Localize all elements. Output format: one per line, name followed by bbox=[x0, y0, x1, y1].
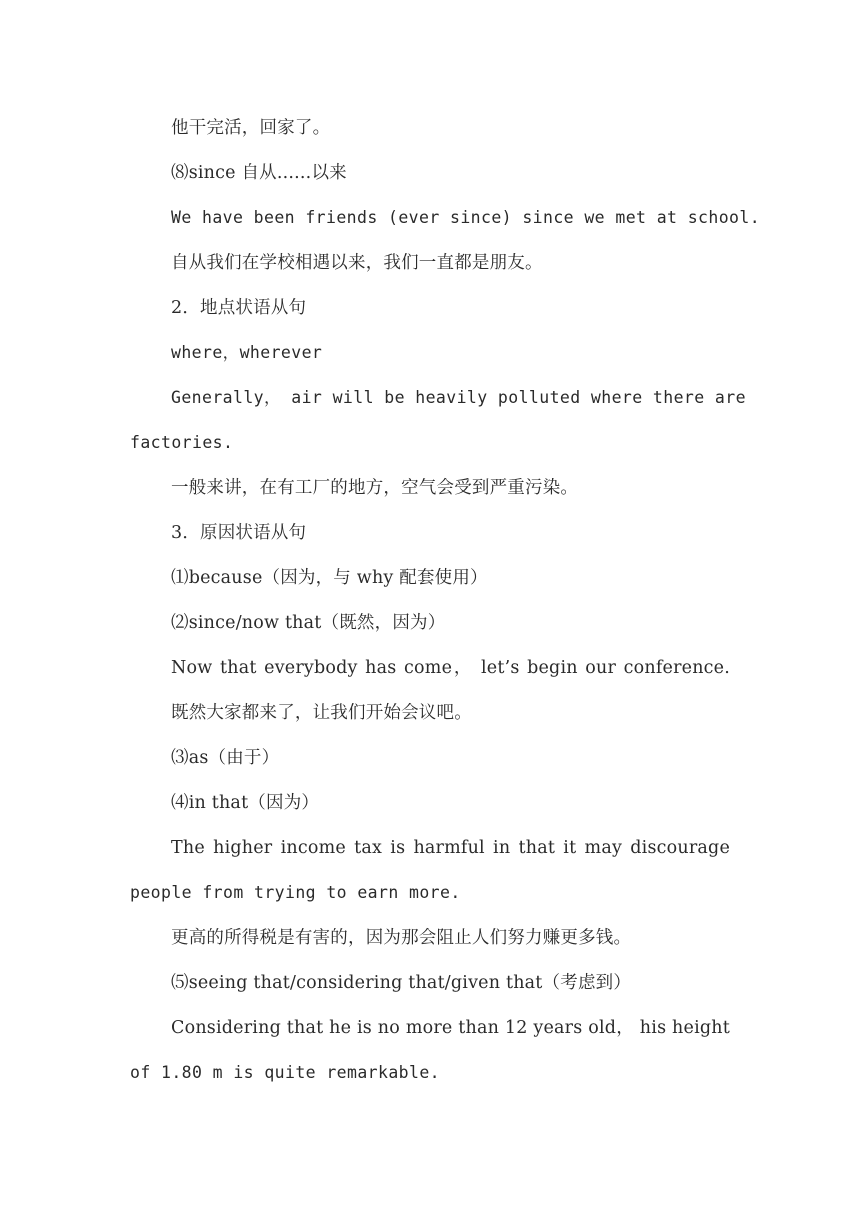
example-sentence: people from trying to earn more. bbox=[130, 883, 461, 902]
section-heading: 3．原因状语从句 bbox=[171, 523, 307, 543]
example-sentence: factories. bbox=[130, 433, 234, 452]
text-line: where，wherever bbox=[171, 343, 323, 362]
example-sentence: of 1.80 m is quite remarkable. bbox=[130, 1063, 441, 1082]
example-sentence: Considering that he is no more than 12 years old， his height bbox=[171, 1018, 730, 1038]
text-line: ⑷in that（因为） bbox=[171, 793, 320, 813]
section-heading: 2．地点状语从句 bbox=[171, 298, 307, 318]
example-sentence: The higher income tax is harmful in that it may discourage bbox=[171, 838, 730, 858]
text-line: ⑵since/now that（既然，因为） bbox=[171, 613, 446, 633]
translation-line: 一般来讲，在有工厂的地方，空气会受到严重污染。 bbox=[171, 478, 579, 498]
example-sentence: Now that everybody has come， let’s begin our conference. bbox=[171, 658, 730, 678]
translation-line: 既然大家都来了，让我们开始会议吧。 bbox=[171, 703, 472, 723]
example-sentence: We have been friends (ever since) since we met at school. bbox=[171, 208, 761, 227]
text-line: 他干完活，回家了。 bbox=[171, 118, 331, 138]
translation-line: 更高的所得税是有害的，因为那会阻止人们努力赚更多钱。 bbox=[171, 928, 632, 948]
text-line: ⑻since 自从......以来 bbox=[171, 163, 347, 183]
text-line: ⑴because（因为，与 why 配套使用） bbox=[171, 568, 488, 588]
text-line: ⑶as（由于） bbox=[171, 748, 280, 768]
example-sentence: Generally， air will be heavily polluted where there are bbox=[171, 388, 746, 407]
translation-line: 自从我们在学校相遇以来，我们一直都是朋友。 bbox=[171, 253, 543, 273]
text-line: ⑸seeing that/considering that/given that（考虑到） bbox=[171, 973, 632, 993]
